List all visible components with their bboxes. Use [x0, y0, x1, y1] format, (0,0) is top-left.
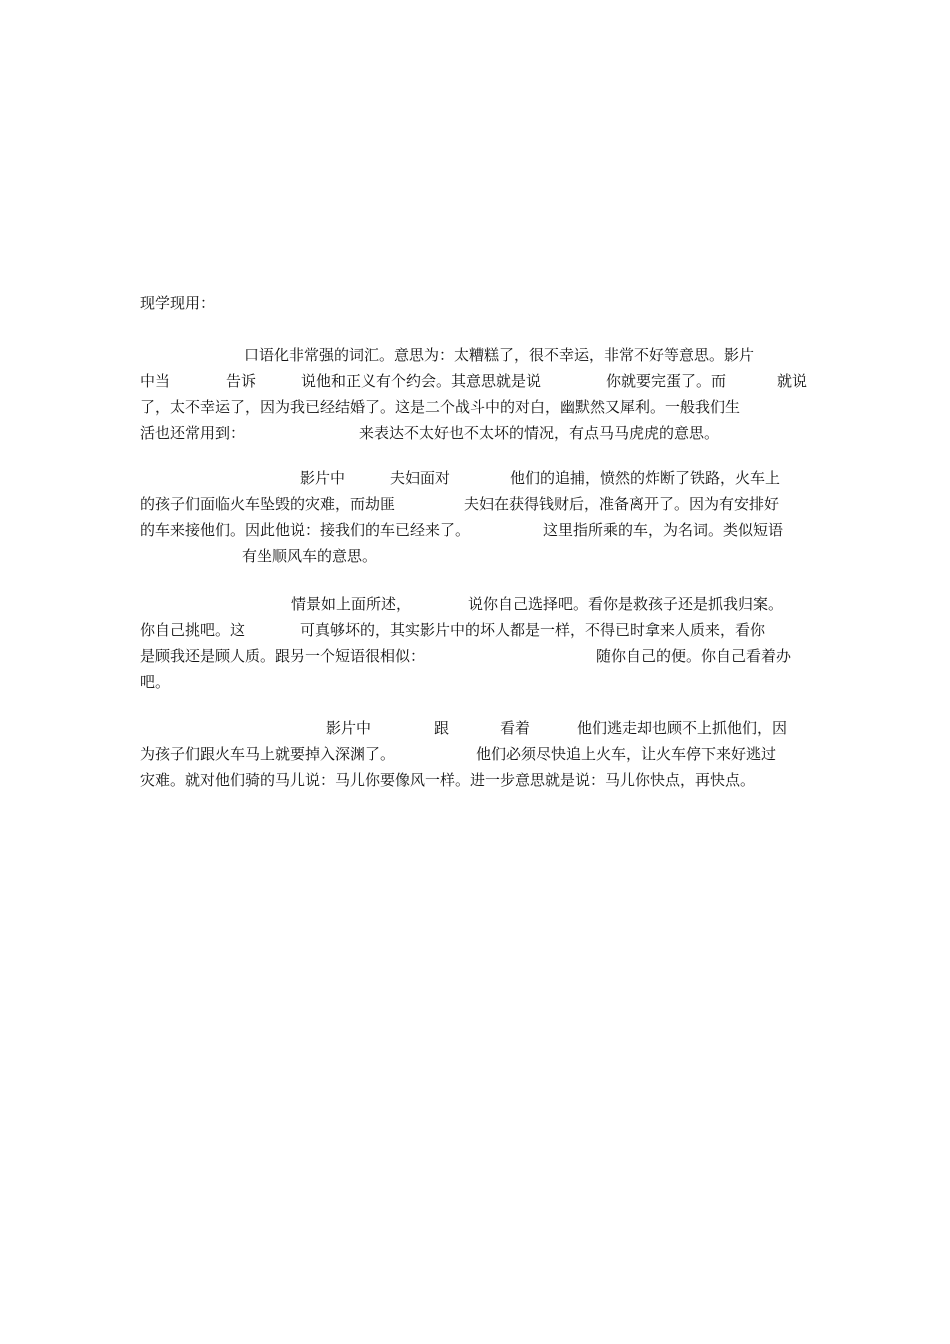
text-segment: 来表达不太好也不太坏的情况，有点马马虎虎的意思。 — [359, 424, 720, 442]
text-segment: 看着 — [500, 719, 531, 737]
text-segment: 夫妇面对 — [390, 469, 451, 487]
text-segment: 的车来接他们。因此他说：接我们的车已经来了。 — [140, 521, 471, 539]
text-segment: 说你自己选择吧。看你是救孩子还是抓我归案。 — [468, 595, 784, 613]
text-segment: 可真够坏的，其实影片中的坏人都是一样，不得已时拿来人质来，看你 — [300, 621, 766, 639]
text-segment: 他们必须尽快追上火车，让火车停下来好逃过 — [476, 745, 777, 763]
text-segment: 你就要完蛋了。而 — [606, 372, 727, 390]
text-segment: 了，太不幸运了，因为我已经结婚了。这是二个战斗中的对白，幽默然又犀利。一般我们生 — [140, 398, 741, 416]
text-segment: 活也还常用到： — [140, 424, 246, 442]
text-segment: 说他和正义有个约会。其意思就是说 — [301, 372, 542, 390]
text-segment: 他们的追捕，愤然的炸断了铁路，火车上 — [510, 469, 781, 487]
text-segment: 告诉 — [226, 372, 257, 390]
text-segment: 跟 — [434, 719, 450, 737]
text-segment: 灾难。就对他们骑的马儿说：马儿你要像风一样。进一步意思就是说：马儿你快点，再快点。 — [140, 771, 756, 789]
text-segment: 他们逃走却也顾不上抓他们，因 — [577, 719, 788, 737]
text-segment: 影片中 — [300, 469, 346, 487]
text-segment: 这里指所乘的车，为名词。类似短语 — [543, 521, 784, 539]
text-segment: 中当 — [140, 372, 171, 390]
text-segment: 影片中 — [326, 719, 372, 737]
text-segment: 夫妇在获得钱财后，准备离开了。因为有安排好 — [464, 495, 780, 513]
text-segment: 口语化非常强的词汇。意思为：太糟糕了，很不幸运，非常不好等意思。影片 — [244, 346, 755, 364]
text-segment: 就说 — [777, 372, 808, 390]
text-segment: 你自己挑吧。这 — [140, 621, 246, 639]
text-segment: 随你自己的便。你自己看着办 — [596, 647, 792, 665]
section-heading: 现学现用： — [140, 294, 216, 312]
text-segment: 是顾我还是顾人质。跟另一个短语很相似： — [140, 647, 426, 665]
text-segment: 为孩子们跟火车马上就要掉入深渊了。 — [140, 745, 396, 763]
text-segment: 有坐顺风车的意思。 — [242, 547, 378, 565]
text-segment: 情景如上面所述， — [291, 595, 412, 613]
text-segment: 吧。 — [140, 673, 171, 691]
text-segment: 的孩子们面临火车坠毁的灾难，而劫匪 — [140, 495, 396, 513]
